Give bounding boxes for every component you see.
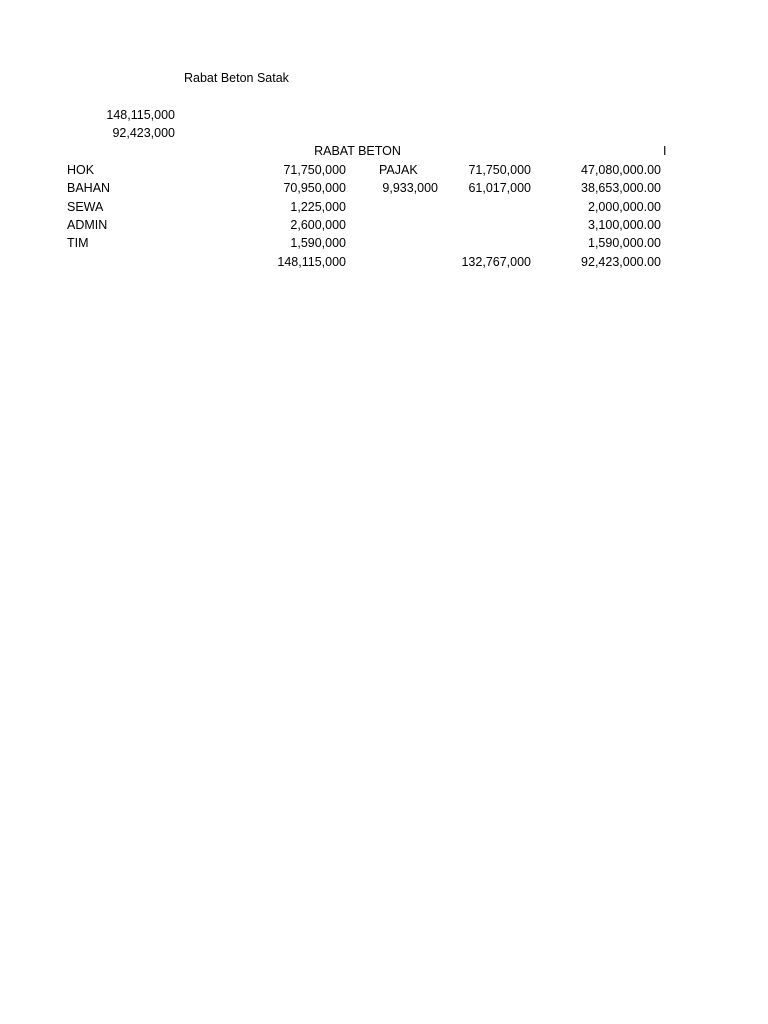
cell-col-d: 61,017,000	[468, 181, 531, 195]
row-label: ADMIN	[67, 218, 108, 232]
row-label: BAHAN	[67, 181, 111, 195]
cell-col-e: 3,100,000.00	[588, 218, 661, 232]
cell-col-e: 38,653,000.00	[581, 181, 661, 195]
sheet-title: Rabat Beton Satak	[184, 71, 289, 85]
top-value-net: 92,423,000	[112, 126, 175, 140]
cell-col-e: 2,000,000.00	[588, 200, 661, 214]
cell-col-b: 1,225,000	[290, 200, 346, 214]
cell-col-e: 1,590,000.00	[588, 236, 661, 250]
cell-col-b: 1,590,000	[290, 236, 346, 250]
cell-col-b: 71,750,000	[283, 163, 346, 177]
total-col-d: 132,767,000	[461, 255, 531, 269]
row-label: HOK	[67, 163, 95, 177]
header-edge-label: I	[663, 144, 667, 158]
row-label: SEWA	[67, 200, 104, 214]
total-col-b: 148,115,000	[277, 255, 346, 269]
cell-col-b: 70,950,000	[283, 181, 346, 195]
cell-col-e: 47,080,000.00	[581, 163, 661, 177]
row-label: TIM	[67, 236, 89, 250]
total-col-e: 92,423,000.00	[581, 255, 661, 269]
cell-col-d: 71,750,000	[468, 163, 531, 177]
header-rabat-beton: RABAT BETON	[314, 144, 401, 158]
cell-col-c: PAJAK	[379, 163, 418, 177]
cell-col-c: 9,933,000	[382, 181, 438, 195]
cell-col-b: 2,600,000	[290, 218, 346, 232]
top-value-total: 148,115,000	[106, 108, 175, 122]
